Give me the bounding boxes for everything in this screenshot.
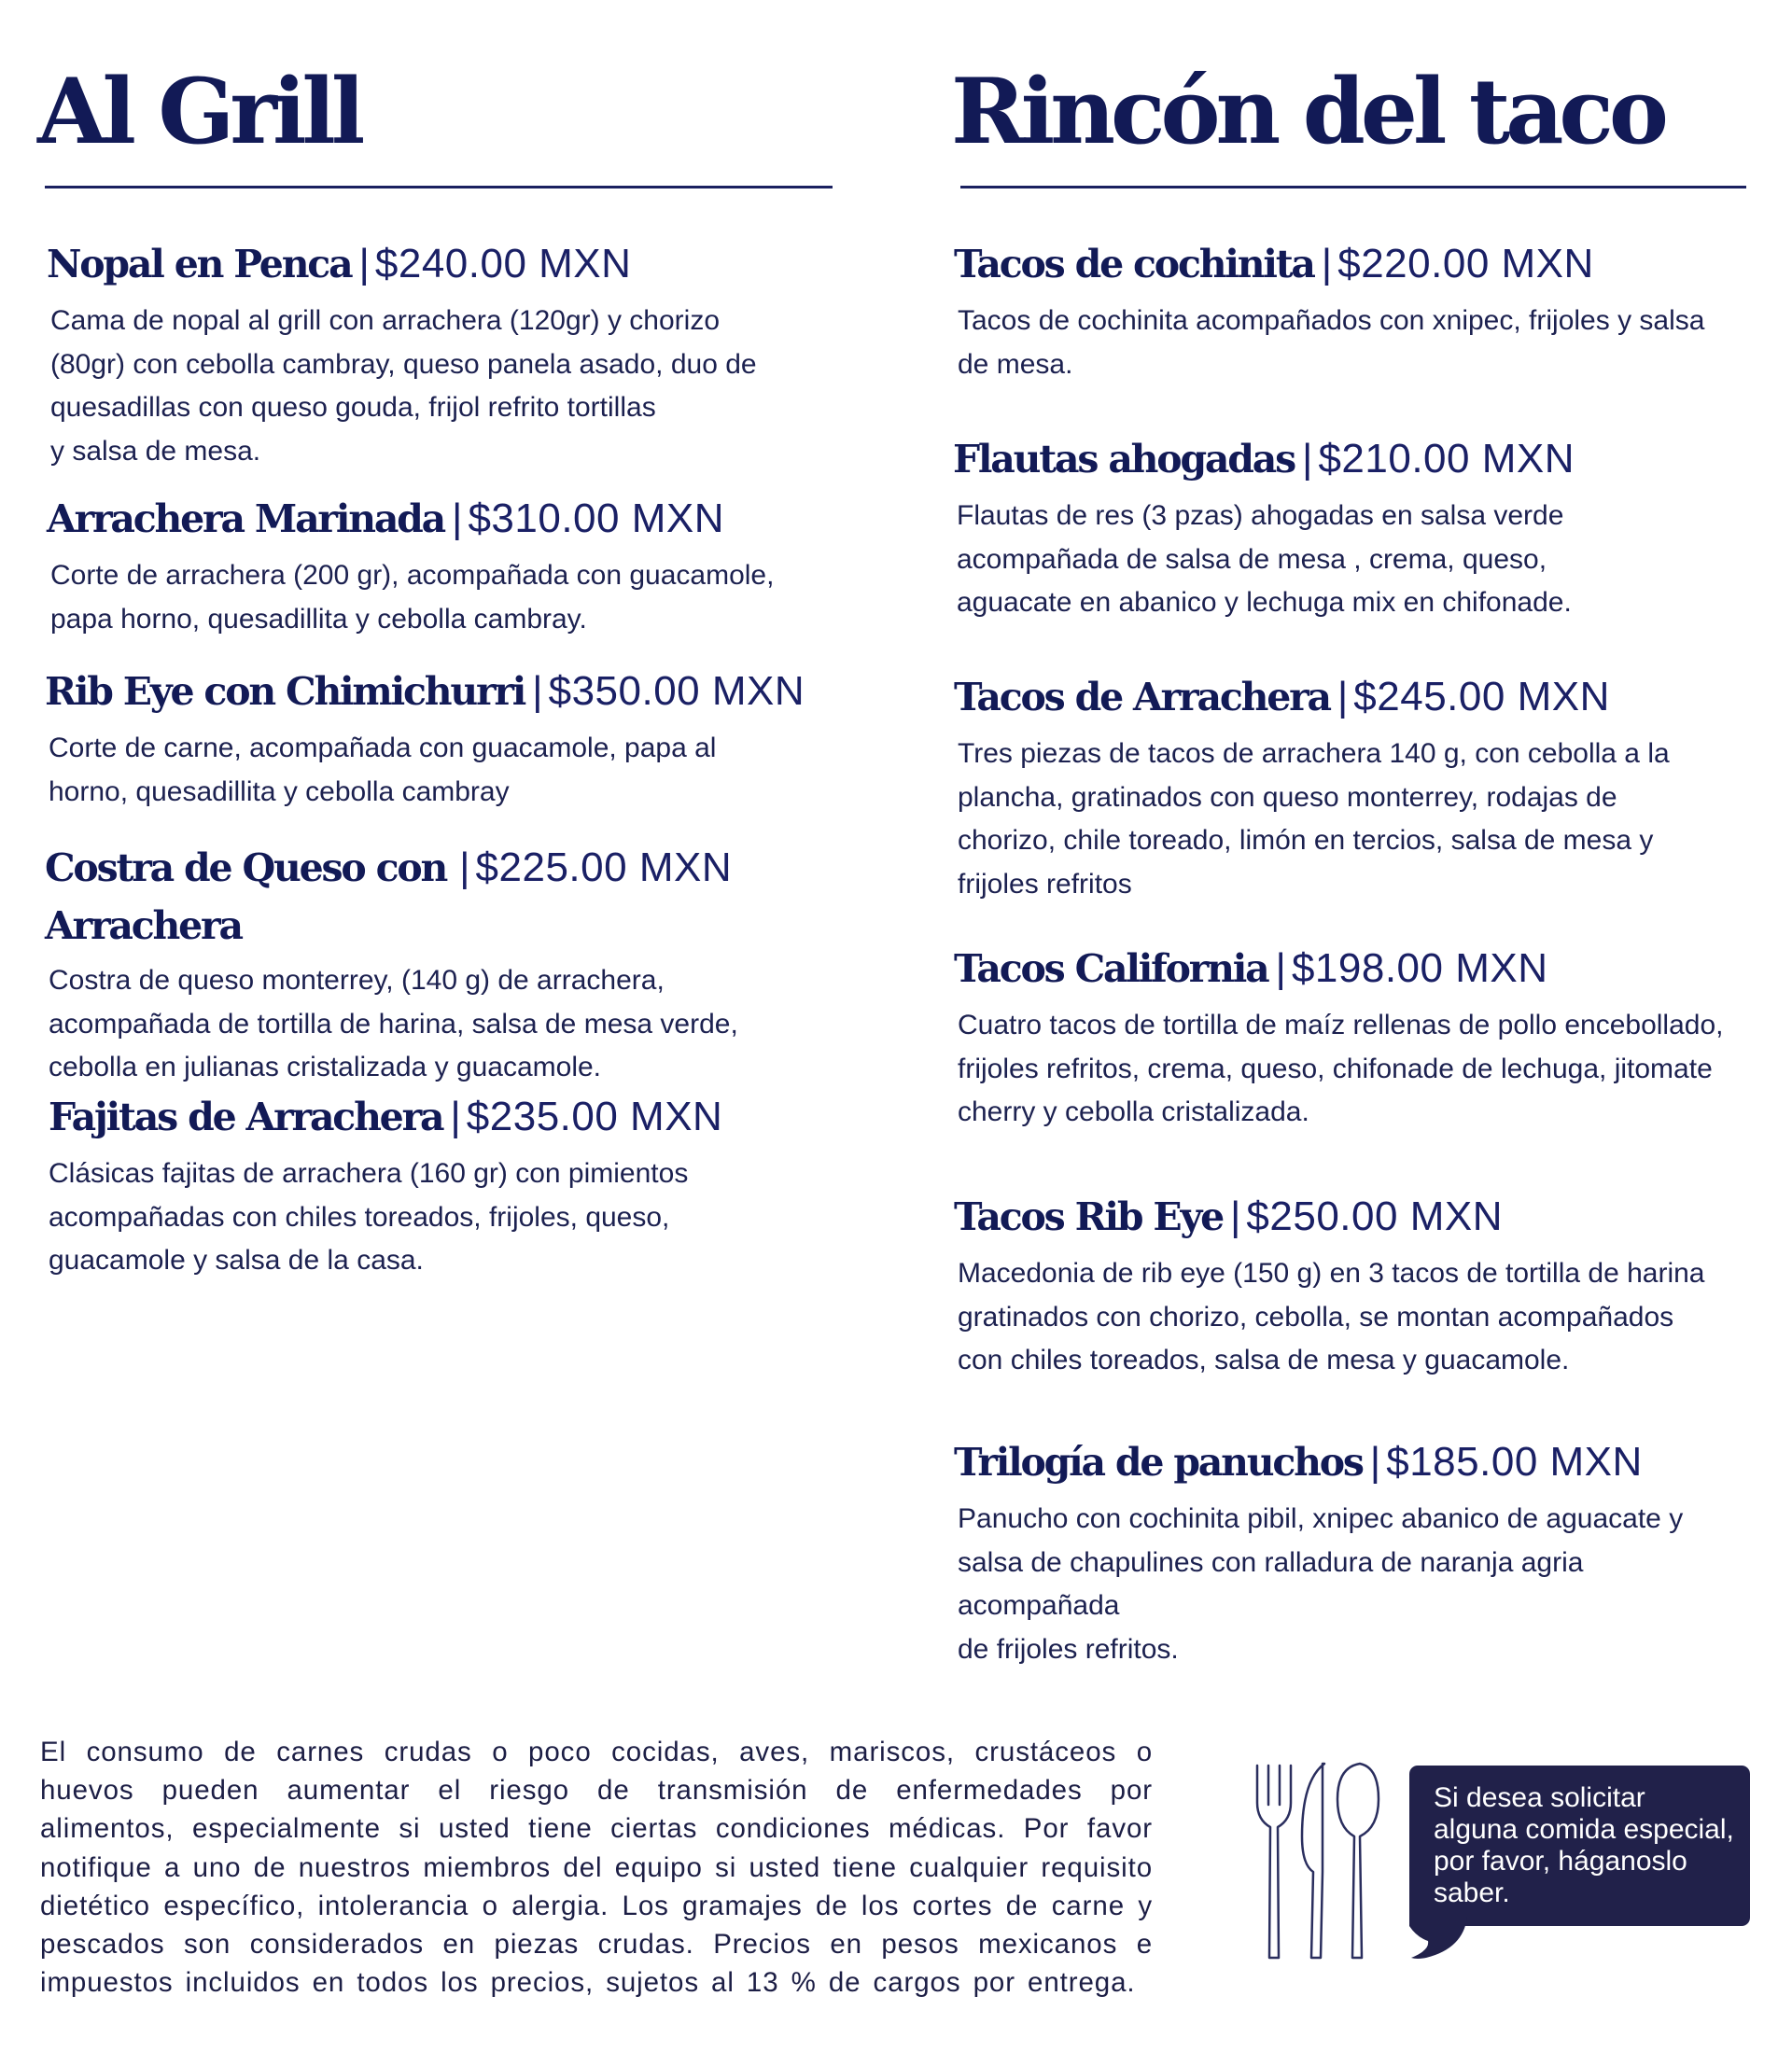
menu-item xyxy=(954,1439,1757,1671)
menu-item xyxy=(954,241,1757,386)
item-description: Cuatro tacos de tortilla de maíz rellenas de pollo encebollado, frijoles refritos, crema, queso, chifonade de lechuga, jitomate cherry y cebolla cristalizada. xyxy=(958,1010,1724,1128)
menu-item xyxy=(953,436,1756,625)
item-name: Tacos de Arrachera xyxy=(954,675,1330,719)
item-description: Corte de carne, acompañada con guacamole, papa al horno, quesadillita y cebolla cambray xyxy=(49,733,717,807)
item-price: $350.00 MXN xyxy=(548,668,805,714)
item-price: $235.00 MXN xyxy=(466,1094,723,1139)
menu-item xyxy=(954,1194,1757,1383)
item-description: Flautas de res (3 pzas) ahogadas en salsa verde acompañada de salsa de mesa , crema, queso, aguacate en abanico y lechuga mix en chifonade. xyxy=(957,500,1572,619)
item-separator: | xyxy=(1275,945,1286,991)
item-description: Cama de nopal al grill con arrachera (120gr) y chorizo (80gr) con cebolla cambray, queso panela asado, duo de quesadillas con queso gouda, frijol refrito tortillas y salsa de mesa. xyxy=(50,305,757,467)
item-separator: | xyxy=(459,845,470,890)
menu-item xyxy=(47,241,849,473)
item-name-line2: Arrachera xyxy=(45,903,242,948)
menu-item xyxy=(47,496,849,641)
item-price: $210.00 MXN xyxy=(1318,436,1575,482)
item-description: Tacos de cochinita acompañados con xnipec, frijoles y salsa de mesa. xyxy=(958,305,1705,380)
item-price: $250.00 MXN xyxy=(1246,1194,1503,1239)
item-separator: | xyxy=(1321,241,1333,286)
item-separator: | xyxy=(358,241,370,286)
menu-item xyxy=(45,844,847,1090)
item-price: $310.00 MXN xyxy=(468,496,725,541)
allergy-disclaimer: El consumo de carnes crudas o poco cocidas, aves, mariscos, crustáceos o huevos pueden aumentar el riesgo de transmisión de enfermedades por alimentos, especialmente si usted tiene ciertas condiciones médicas. Por favor notifique a uno de nuestros miembros del equipo si usted tiene cualquier requisito dietético específico, intolerancia o alergia. Los gramajes de los cortes de carne y pescados son considerados en piezas crudas. Precios en pesos mexicanos e impuestos incluidos en todos los precios, sujetos al 13 % de cargos por entrega. xyxy=(40,1737,1153,1999)
menu-item xyxy=(954,674,1757,906)
item-price: $240.00 MXN xyxy=(374,241,632,286)
item-name: Tacos California xyxy=(954,946,1268,991)
item-name: Flautas ahogadas xyxy=(953,437,1295,482)
item-description: Macedonia de rib eye (150 g) en 3 tacos de tortilla de harina gratinados con chorizo, cebolla, se montan acompañados con chiles toreados, salsa de mesa y guacamole. xyxy=(958,1258,1705,1376)
item-separator: | xyxy=(450,1094,461,1139)
title-divider xyxy=(45,186,833,188)
item-description: Panucho con cochinita pibil, xnipec abanico de aguacate y salsa de chapulines con ralladura de naranja agria acompañada de frijoles refritos. xyxy=(958,1503,1684,1665)
item-name: Rib Eye con Chimichurri xyxy=(45,669,525,714)
item-separator: | xyxy=(1302,436,1313,482)
title-divider xyxy=(960,186,1746,188)
item-price: $225.00 MXN xyxy=(475,845,733,890)
item-description: Clásicas fajitas de arrachera (160 gr) con pimientos acompañadas con chiles toreados, frijoles, queso, guacamole y salsa de la casa. xyxy=(49,1158,689,1277)
menu-item xyxy=(45,668,847,814)
item-price: $198.00 MXN xyxy=(1291,945,1548,991)
item-name: Fajitas de Arrachera xyxy=(49,1095,443,1139)
item-description: Costra de queso monterrey, (140 g) de arrachera, acompañada de tortilla de harina, salsa de mesa verde, cebolla en julianas cristalizada y guacamole. xyxy=(49,965,738,1082)
section-title-rincon-del-taco: Rincón del taco xyxy=(951,59,1664,164)
item-separator: | xyxy=(452,496,463,541)
menu-item xyxy=(954,945,1757,1135)
item-name: Costra de Queso con xyxy=(45,845,447,890)
item-description: Corte de arrachera (200 gr), acompañada con guacamole, papa horno, quesadillita y cebolla cambray. xyxy=(50,560,775,635)
item-name: Arrachera Marinada xyxy=(47,496,445,541)
item-separator: | xyxy=(1229,1194,1241,1239)
item-separator: | xyxy=(1337,674,1349,719)
item-separator: | xyxy=(1369,1439,1381,1485)
cutlery-icon xyxy=(1255,1762,1405,1967)
speech-tail xyxy=(1409,1917,1475,1961)
item-name: Tacos de cochinita xyxy=(954,242,1314,286)
item-name: Tacos Rib Eye xyxy=(954,1194,1223,1239)
item-price: $185.00 MXN xyxy=(1386,1439,1643,1485)
item-description: Tres piezas de tacos de arrachera 140 g, con cebolla a la plancha, gratinados con queso monterrey, rodajas de chorizo, chile toreado, limón en tercios, salsa de mesa y frijoles refritos xyxy=(958,738,1670,900)
menu-item xyxy=(49,1094,851,1283)
section-title-al-grill: Al Grill xyxy=(37,59,361,164)
item-separator: | xyxy=(532,668,543,714)
item-price: $245.00 MXN xyxy=(1353,674,1610,719)
item-name: Trilogía de panuchos xyxy=(954,1440,1363,1485)
item-price: $220.00 MXN xyxy=(1337,241,1594,286)
item-name: Nopal en Penca xyxy=(47,242,352,286)
special-request-text: Si desea solicitar alguna comida especial, por favor, háganoslo saber. xyxy=(1434,1782,1734,1908)
